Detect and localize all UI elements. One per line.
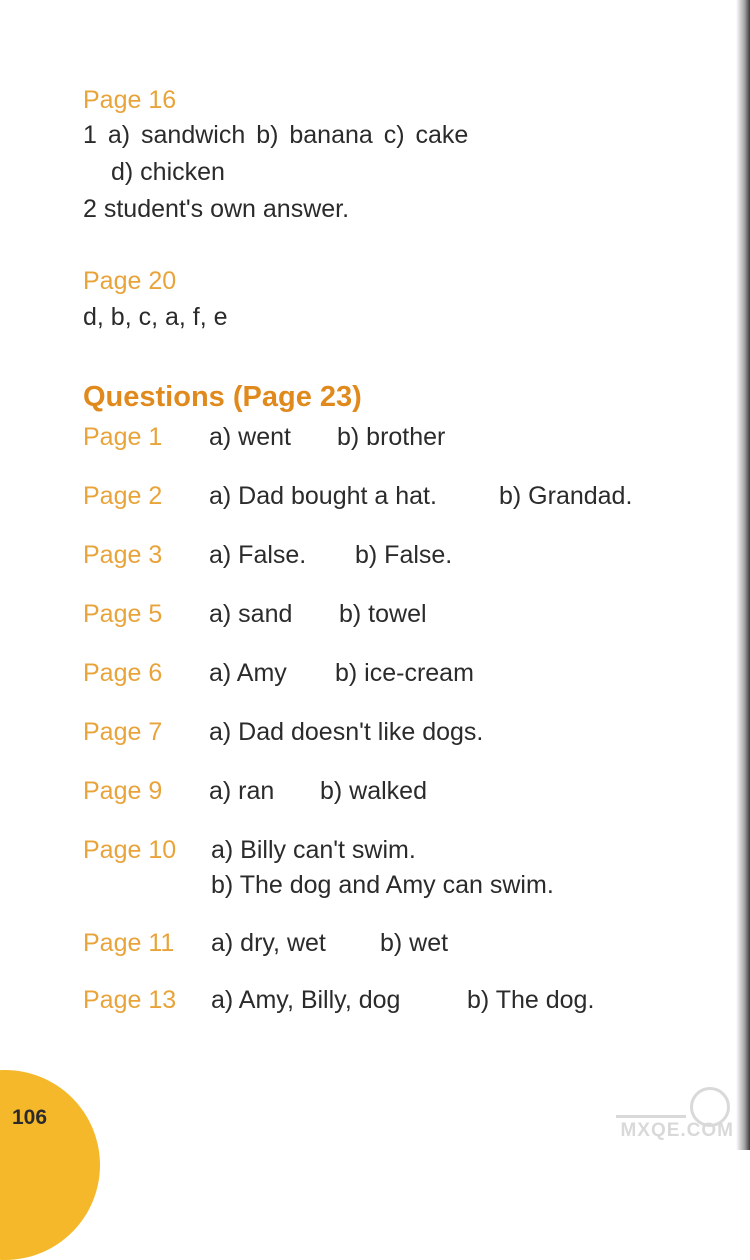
answer-a: a) Amy: [209, 659, 287, 687]
answer-a: a) Billy can't swim.: [211, 836, 416, 864]
question-page-label: Page 6: [83, 659, 163, 687]
watermark-logo: [604, 1087, 734, 1142]
answer-b: b) False.: [355, 541, 453, 569]
answer-a: a) Dad doesn't like dogs.: [209, 718, 484, 746]
watermark-mark-icon: [616, 1093, 686, 1118]
question-page-label: Page 7: [83, 718, 163, 746]
questions-heading: Questions (Page 23): [83, 381, 362, 413]
answer-b: b) Grandad.: [499, 482, 633, 510]
page-corner-decoration: [0, 1070, 100, 1260]
question-page-label: Page 11: [83, 929, 175, 957]
page-16-answer-line-1: 1 a) sandwich b) banana c) cake: [83, 121, 469, 149]
page-edge-shadow: [736, 0, 750, 1150]
question-page-label: Page 9: [83, 777, 163, 805]
answer-a: a) False.: [209, 541, 307, 569]
page-20-answer-line: d, b, c, a, f, e: [83, 303, 228, 331]
answer-b: b) walked: [320, 777, 427, 805]
answer-a: a) sand: [209, 600, 293, 628]
section-title-page-16: Page 16: [83, 86, 177, 114]
question-page-label: Page 2: [83, 482, 163, 510]
answer-a: a) dry, wet: [211, 929, 326, 957]
answer-b: b) The dog and Amy can swim.: [211, 871, 554, 899]
answer-b: b) towel: [339, 600, 427, 628]
question-page-label: Page 10: [83, 836, 177, 864]
answer-b: b) ice-cream: [335, 659, 474, 687]
page-16-answer-line-3: 2 student's own answer.: [83, 195, 350, 223]
question-page-label: Page 13: [83, 986, 177, 1014]
section-title-page-20: Page 20: [83, 267, 177, 295]
watermark-text: MXQE.COM: [620, 1120, 734, 1141]
answer-a: a) ran: [209, 777, 275, 805]
page-number: 106: [12, 1106, 48, 1129]
answer-a: a) Dad bought a hat.: [209, 482, 437, 510]
answer-b: b) brother: [337, 423, 446, 451]
answer-b: b) wet: [380, 929, 449, 957]
question-page-label: Page 3: [83, 541, 163, 569]
answer-b: b) The dog.: [467, 986, 595, 1014]
question-page-label: Page 1: [83, 423, 163, 451]
page-16-answer-line-2: d) chicken: [111, 158, 225, 186]
answer-a: a) Amy, Billy, dog: [211, 986, 401, 1014]
answer-a: a) went: [209, 423, 291, 451]
question-page-label: Page 5: [83, 600, 163, 628]
